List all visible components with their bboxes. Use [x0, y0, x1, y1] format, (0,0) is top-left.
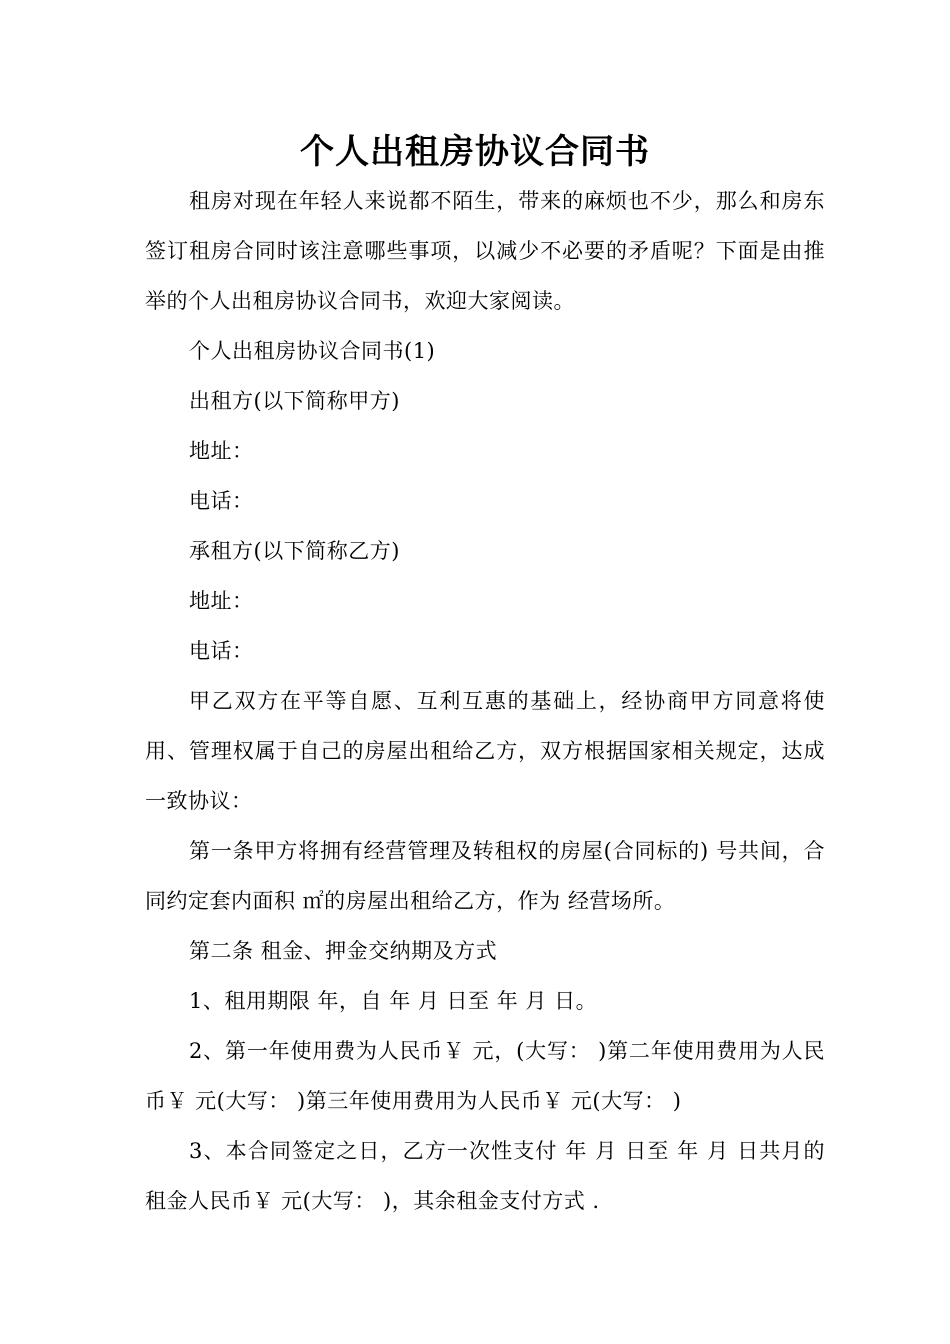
- lessee-label: 承租方(以下简称乙方): [189, 539, 400, 563]
- lessor-label: 出租方(以下简称甲方): [189, 389, 400, 413]
- lessor-phone: 电话：: [189, 489, 254, 513]
- document-title: 个人出租房协议合同书: [300, 132, 650, 172]
- article-one: 第一条甲方将拥有经营管理及转租权的房屋(合同标的) 号共间，合同约定套内面积 ㎡的房屋出租给乙方，作为 经营场所。: [145, 839, 825, 913]
- contract-subtitle: 个人出租房协议合同书(1): [189, 339, 436, 363]
- clause-one: 1、租用期限 年，自 年 月 日至 年 月 日。: [189, 989, 598, 1013]
- clause-three: 3、本合同签定之日，乙方一次性支付 年 月 日至 年 月 日共月的租金人民币￥ 元(大写： )，其余租金支付方式 .: [145, 1139, 825, 1213]
- lessee-phone: 电话：: [189, 639, 254, 663]
- intro-paragraph: 租房对现在年轻人来说都不陌生，带来的麻烦也不少，那么和房东签订租房合同时该注意哪些事项，以减少不必要的矛盾呢？下面是由推举的个人出租房协议合同书，欢迎大家阅读。: [145, 189, 825, 313]
- agreement-preamble: 甲乙双方在平等自愿、互利互惠的基础上，经协商甲方同意将使用、管理权属于自己的房屋出租给乙方，双方根据国家相关规定，达成一致协议：: [145, 689, 825, 813]
- clause-two: 2、第一年使用费为人民币￥ 元，(大写： )第二年使用费用为人民币￥ 元(大写： )第三年使用费用为人民币￥ 元(大写： ): [145, 1039, 825, 1113]
- lessee-address: 地址：: [189, 589, 254, 613]
- document-body: [145, 176, 825, 1226]
- lessor-address: 地址：: [189, 439, 254, 463]
- article-two-heading: 第二条 租金、押金交纳期及方式: [189, 939, 498, 963]
